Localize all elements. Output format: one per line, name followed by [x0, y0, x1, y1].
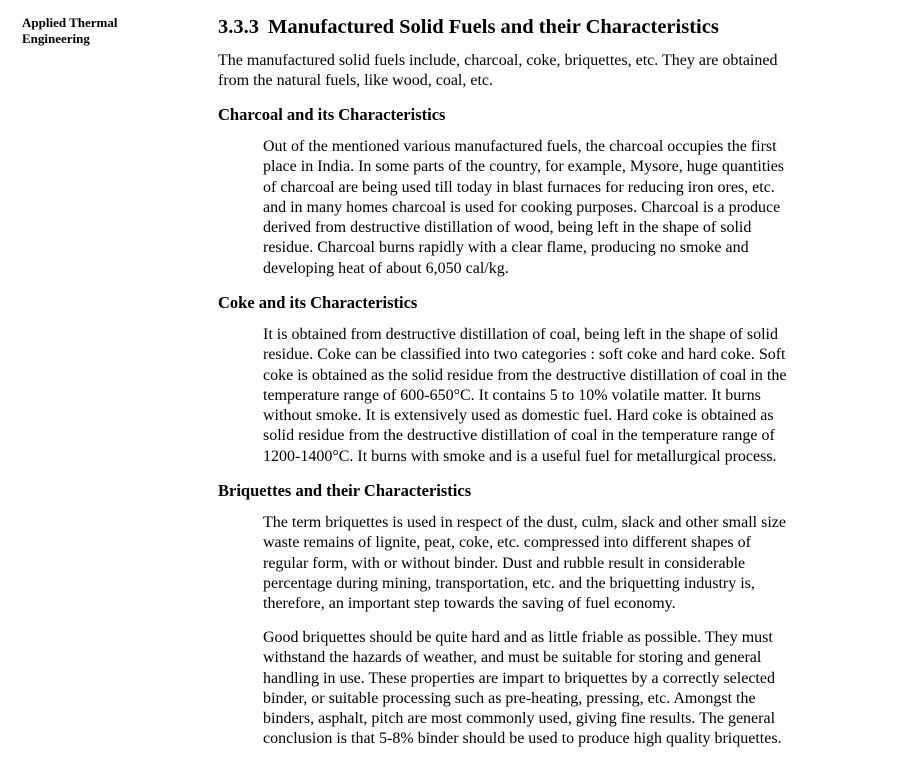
text-line: conclusion is that 5-8% binder should be used to produce high quality briquettes. [263, 730, 782, 748]
text-line: Good briquettes should be quite hard and as little friable as possible. They must [263, 629, 773, 646]
text-line: therefore, an important step towards the saving of fuel economy. [263, 595, 676, 613]
text-line: solid residue from the destructive distillation of coal in the temperature range of [263, 427, 775, 445]
text-line: binders, asphalt, pitch are most commonly used, giving fine results. The general [263, 710, 776, 728]
text-line: without smoke. It is extensively used as domestic fuel. Hard coke is obtained as [263, 407, 774, 425]
briquettes-paragraph-1 [263, 513, 786, 614]
charcoal-paragraph [263, 137, 784, 279]
charcoal-heading: Charcoal and its Characteristics [218, 105, 446, 124]
text-line: waste remains of lignite, peat, coke, etc. compressed into different shapes of [263, 534, 751, 552]
text-line: from the natural fuels, like wood, coal, etc. [218, 72, 494, 90]
text-line: The term briquettes is used in respect of the dust, culm, slack and other small size [263, 514, 786, 531]
coke-paragraph [263, 325, 786, 467]
book-title [22, 15, 182, 47]
section-heading [218, 14, 719, 40]
coke-heading: Coke and its Characteristics [218, 293, 418, 312]
briquettes-heading: Briquettes and their Characteristics [218, 481, 472, 500]
text-line: residue. Coke can be classified into two categories : soft coke and hard coke. Soft [263, 346, 786, 364]
book-title-line: Engineering [22, 31, 90, 46]
text-line: Out of the mentioned various manufactured fuels, the charcoal occupies the first [263, 138, 777, 155]
section-number: 3.3.3 [218, 16, 259, 38]
text-line: percentage during mining, transportation, etc. and the briquetting industry is, [263, 574, 755, 592]
text-line: derived from destructive distillation of wood, being left in the shape of solid [263, 219, 752, 237]
text-line: handling in use. These properties are impart to briquettes by a correctly selected [263, 669, 775, 687]
text-line: withstand the hazards of weather, and must be suitable for storing and general [263, 649, 762, 667]
text-line: The manufactured solid fuels include, charcoal, coke, briquettes, etc. They are obtained [218, 52, 778, 69]
text-line: It is obtained from destructive distillation of coal, being left in the shape of solid [263, 326, 778, 343]
text-line: residue. Charcoal burns rapidly with a clear flame, producing no smoke and [263, 239, 749, 257]
text-line: and in many homes charcoal is used for cooking purposes. Charcoal is a produce [263, 198, 781, 216]
text-line: 1200-1400°C. It burns with smoke and is a useful fuel for metallurgical process. [263, 447, 777, 465]
book-title-line: Applied Thermal [22, 15, 118, 30]
section-title: Manufactured Solid Fuels and their Characteristics [268, 16, 719, 38]
text-line: place in India. In some parts of the country, for example, Mysore, huge quantities [263, 158, 785, 176]
text-line: regular form, with or without binder. Dust and rubble result in considerable [263, 554, 746, 572]
briquettes-paragraph-2 [263, 628, 782, 750]
text-line: developing heat of about 6,050 cal/kg. [263, 259, 509, 277]
text-line: coke is obtained as the solid residue from the destructive distillation of coal in the [263, 366, 787, 384]
text-line: binder, or suitable processing such as pre-heating, pressing, etc. Amongst the [263, 689, 756, 707]
intro-paragraph [218, 51, 777, 92]
text-line: temperature range of 600-650°C. It contains 5 to 10% volatile matter. It burns [263, 386, 761, 404]
text-line: of charcoal are being used till today in blast furnaces for reducing iron ores, etc. [263, 178, 775, 196]
